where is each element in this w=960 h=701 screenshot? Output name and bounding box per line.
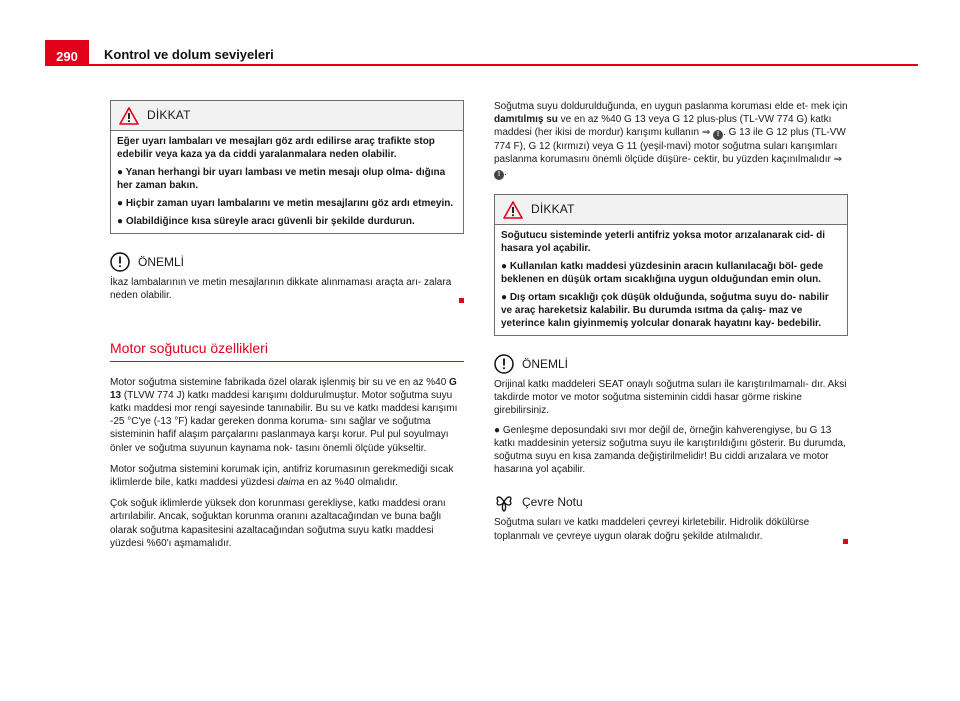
body-paragraph: Motor soğutma sistemine fabrikada özel olarak işlenmiş bir su ve en az %40 G 13 (TLVW 774 J) katkı maddesi karışımı doldurulmuştur. Motor soğutma suyu katkı maddesi mor rengi sayesinde tanınabilir. Bu su ve katkı maddesi karışımı -25 °C'ye (-13 °F) kadar gereken donma koruma- sını sağlar ve soğutma sisteminin hafif alaşım parçalarını paslanmaya karşı korur. Pul pul soyulmayı önler ve soğutma suyunun kaynama nok- tasını önemli ölçüde yükseltir.	[110, 376, 458, 454]
warning-reference-icon[interactable]: !	[713, 130, 723, 140]
warning-paragraph: ● Kullanılan katkı maddesi yüzdesinin aracın kullanılacağı böl- gede beklenen en düşük ortam sıcaklığına uygun olduğundan emin olun.	[501, 261, 824, 285]
warning-paragraph: ● Olabildiğince kısa süreyle aracı güvenli bir şekilde durdurun.	[117, 216, 415, 227]
end-marker	[459, 298, 464, 303]
environment-leaf-icon	[494, 492, 514, 512]
notice-text-block	[494, 378, 848, 476]
left-column	[110, 100, 464, 558]
chapter-title: Kontrol ve dolum seviyeleri	[104, 47, 274, 62]
environment-text: Soğutma suları ve katkı maddeleri çevreyi kirletebilir. Hidrolik dökülürse toplanmalı ve çevreye uygun olarak doğru şekilde atılmalıdır.	[494, 517, 810, 542]
warning-body	[111, 131, 463, 233]
notice-paragraph: Orijinal katkı maddeleri SEAT onaylı soğutma suları ile karıştırılmamalı- dır. Aksi takdirde motor ve motor soğutma sisteminin ciddi hasar görme riskine girebilirsiniz.	[494, 379, 847, 417]
section-title: Motor soğutucu özellikleri	[110, 339, 268, 356]
intro-paragraph: Soğutma suyu doldurulduğunda, en uygun paslanma koruması elde et- mek için damıtılmış su ve en az %40 G 13 veya G 12 plus-plus (TL-VW 774 G) katkı maddesi (her ikisi de mordur) karışımı kullanın ⇒ ! . G 13 ile G 12 plus (TL-VW 774 F), G 12 (kırmızı) veya G 11 (yeşil-mavi) motor soğutma suları karışımları paslanma korumasını önemli ölçüde düşüre- cektir, bu yüzden kaçınılmalıdır ⇒ ! .	[494, 101, 848, 179]
end-marker	[843, 539, 848, 544]
notice-paragraph: ● Genleşme deposundaki sıvı mor değil de, örneğin kahverengiyse, bu G 13 katkı maddesinin yetersiz soğutma suyu ile karıştırıldığını gösterir. Bu durumda, soğutma suyu en kısa zamanda değiştirilmelidir! Bu ciddi arızalara ve motor hasarına yol açabilir.	[494, 424, 846, 476]
environment-header	[494, 490, 848, 514]
warning-label: DİKKAT	[531, 202, 575, 216]
body-paragraph: Çok soğuk iklimlerde yüksek don korunması gerekliyse, katkı maddesi oranı artırılabilir. Ancak, soğuktan korunma oranını azaltacağından ve buna bağlı olarak soğutma kapasitesini azaltacağından soğutma suyu katkı maddesi yüzdesi %60'ı aşmamalıdır.	[110, 498, 446, 549]
section-rule	[110, 361, 464, 362]
header-rule	[45, 64, 918, 66]
notice-header	[494, 352, 848, 376]
body-paragraph: Motor soğutma sistemini korumak için, antifriz korumasının gerekmediği sıcak iklimlerde bile, katkı maddesi yüzdesi daima en az %40 olmalıdır.	[110, 463, 454, 489]
warning-box	[494, 194, 848, 336]
right-column	[494, 100, 848, 548]
section-body	[110, 376, 464, 550]
exclamation-circle-icon	[494, 354, 514, 374]
warning-paragraph: ● Hiçbir zaman uyarı lambalarını ve metin mesajlarını göz ardı etmeyin.	[117, 198, 454, 209]
warning-body	[495, 225, 847, 335]
notice-label: ÖNEMLİ	[138, 255, 185, 269]
warning-triangle-icon	[503, 201, 523, 219]
warning-header	[495, 195, 847, 225]
warning-paragraph: ● Yanan herhangi bir uyarı lambası ve metin mesajı olup olma- dığına her zaman bakın.	[117, 167, 446, 191]
warning-header	[111, 101, 463, 131]
warning-paragraph: ● Dış ortam sıcaklığı çok düşük olduğunda, soğutma suyu do- nabilir ve araç hareketsiz kalabilir. Bu durumda ısıtma da çalış- maz ve yeterince kalın giyinmemiş yolcular donarak hayatını kay- bedebilir.	[501, 292, 829, 329]
warning-paragraph: Eğer uyarı lambaları ve mesajları göz ardı edilirse araç trafikte stop edebilir veya kaza ya da ciddi yaralanmalara neden olabilir.	[117, 136, 435, 160]
warning-paragraph: Soğutucu sisteminde yeterli antifriz yoksa motor arızalanarak cid- di hasara yol açabilir.	[501, 230, 825, 254]
notice-text: İkaz lambalarının ve metin mesajlarının dikkate alınmaması araçta arı- zalara neden olabilir.	[110, 277, 452, 302]
notice-label: ÖNEMLİ	[522, 357, 569, 371]
environment-label: Çevre Notu	[522, 495, 583, 510]
warning-reference-icon[interactable]: !	[494, 170, 504, 180]
environment-text-block	[494, 516, 848, 548]
warning-triangle-icon	[119, 107, 139, 125]
warning-label: DİKKAT	[147, 108, 191, 122]
page-number: 290	[45, 40, 89, 66]
notice-header	[110, 250, 464, 274]
exclamation-circle-icon	[110, 252, 130, 272]
notice-text-block	[110, 276, 464, 308]
warning-box	[110, 100, 464, 234]
